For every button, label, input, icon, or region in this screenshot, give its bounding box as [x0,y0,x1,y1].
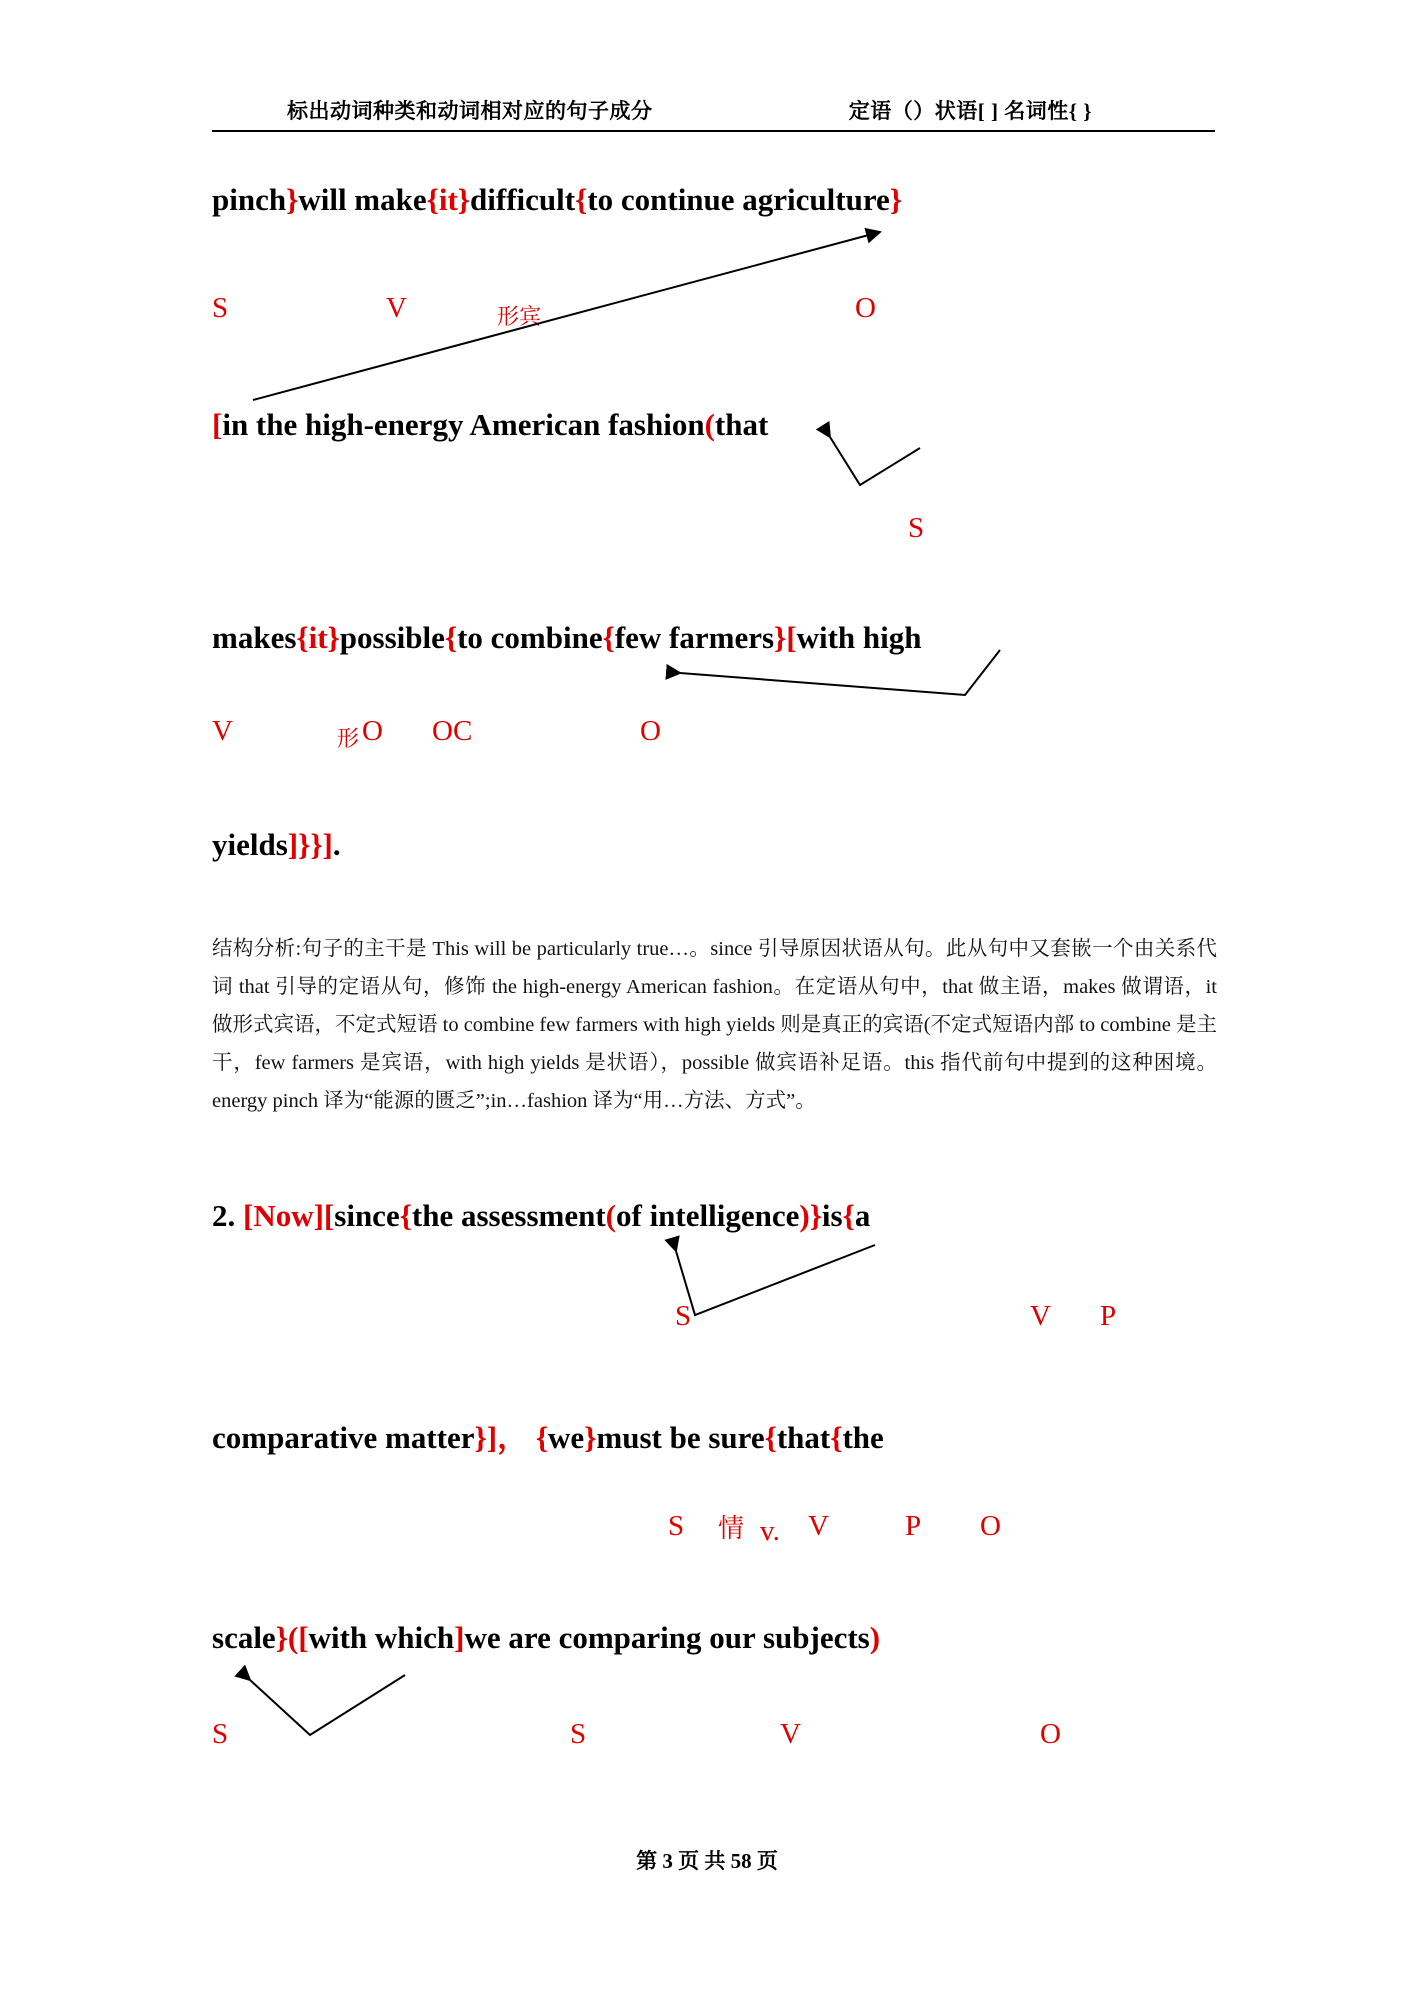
analysis-segment: { [764,1420,777,1455]
role-tag: S [908,512,925,544]
analysis-line-6 [212,1412,884,1457]
analysis-segment: ， [497,1420,529,1455]
analysis-segment: it [438,182,458,217]
analysis-segment: scale [212,1620,276,1655]
analysis-segment: } [774,620,787,655]
analysis-segment: { [602,620,615,655]
analysis-segment: possible [339,620,445,655]
analysis-segment: in the high-energy American fashion [222,407,705,442]
analysis-segment: to combine [457,620,603,655]
analysis-segment: difficult [470,182,576,217]
analysis-segment: 2. [212,1198,236,1233]
role-tag: O [855,292,876,324]
analysis-segment: Now [253,1198,314,1233]
analysis-segment: { [426,182,439,217]
analysis-segment: { [399,1198,412,1233]
analysis-segment: [ [298,1620,309,1655]
analysis-segment: comparative matter [212,1420,475,1455]
page-footer: 第 3 页 共 58 页 [636,1849,778,1873]
analysis-segment: pinch [212,182,287,217]
role-tag: S [570,1718,587,1750]
analysis-segment: } [889,182,903,217]
analysis-segment: ] [454,1620,465,1655]
analysis-segment: { [575,182,588,217]
role-tag: 形宾 [497,304,542,329]
arrow-1 [253,232,880,400]
analysis-line-7 [212,1620,880,1656]
analysis-segment: ][ [313,1198,335,1233]
analysis-segment: makes [212,620,297,655]
analysis-segment: with which [308,1620,455,1655]
role-tag: P [905,1510,922,1542]
analysis-segment: [ [235,1198,254,1233]
analysis-segment: the [842,1420,884,1455]
analysis-segment: [ [786,620,797,655]
analysis-segment: { [528,1420,549,1455]
page-header [212,95,1212,125]
role-tag: V [1030,1300,1051,1332]
role-tag: OC [432,715,473,747]
analysis-segment: the assessment [411,1198,606,1233]
analysis-segment: we [548,1420,585,1455]
role-tag: 情 [718,1513,745,1543]
role-tag: S [212,1718,229,1750]
header-divider [212,130,1215,132]
role-tag: v. [760,1515,780,1547]
analysis-segment: to continue agriculture [587,182,890,217]
analysis-segment: ( [704,407,715,442]
analysis-segment: must be sure [596,1420,765,1455]
analysis-segment: { [830,1420,843,1455]
analysis-segment: } [286,182,299,217]
analysis-segment: }] [474,1420,498,1455]
role-tag: V [808,1510,829,1542]
role-tag: O [980,1510,1001,1542]
role-tag: 形 [337,726,360,751]
analysis-segment: a [854,1198,871,1233]
role-tag: S [212,292,229,324]
analysis-segment: will make [298,182,427,217]
role-tag: V [386,292,407,324]
role-tag: V [780,1718,801,1750]
role-tag: S [675,1300,692,1332]
analysis-segment: yields [212,827,288,862]
header-right-text: 定语（）状语[ ] 名词性{ } [848,99,1092,123]
role-tag: V [212,715,233,747]
role-tag: P [1100,1300,1117,1332]
role-tag: S [668,1510,685,1542]
analysis-segment: of intelligence [616,1198,800,1233]
analysis-segment: )} [799,1198,822,1233]
analysis-segment: that [776,1420,831,1455]
arrow-3 [680,650,1000,695]
analysis-segment: we are comparing our subjects [464,1620,870,1655]
analysis-segment: since [334,1198,400,1233]
analysis-segment: { [842,1198,855,1233]
arrow-2 [830,437,920,485]
analysis-line-1 [212,182,902,218]
analysis-segment: }( [275,1620,299,1655]
analysis-segment: { [296,620,309,655]
analysis-segment: is [821,1198,843,1233]
analysis-line-2 [212,407,768,443]
role-tag: O [362,715,383,747]
analysis-segment: ]}}] [287,827,333,862]
analysis-line-4 [212,827,341,863]
analysis-segment: } [327,620,340,655]
analysis-segment: . [332,827,341,862]
role-tag: O [1040,1718,1061,1750]
structure-analysis-paragraph: 结构分析:句子的主干是 This will be particularly true…。since 引导原因状语从句。此从句中又套嵌一个由关系代词 that 引导的定语从句，修饰 the high-energy American fashion。在定语从句中，that 做主语，makes 做谓语，it 做形式宾语，不定式短语 to combine few farmers with high yields 则是真正的宾语(不定式短语内部 to combine 是主干，few farmers 是宾语，with high yields 是状语），possible 做宾语补足语。this 指代前句中提到的这种困境。energy pinch 译为“能源的匮乏”;in…fashion 译为“用…方法、方式”。 [212,938,1217,1112]
analysis-segment: with high [796,620,922,655]
analysis-segment: ) [869,1620,881,1655]
analysis-segment: { [444,620,458,655]
analysis-line-3 [212,620,922,656]
role-tag: O [640,715,661,747]
analysis-segment: [ [212,407,223,442]
analysis-segment: } [457,182,471,217]
arrow-4 [676,1245,875,1315]
analysis-segment: } [584,1420,597,1455]
analysis-segment: ( [605,1198,616,1233]
analysis-segment: it [308,620,328,655]
analysis-line-5 [212,1198,870,1234]
header-left-text: 标出动词种类和动词相对应的句子成分 [287,99,653,123]
analysis-segment: few farmers [614,620,775,655]
arrow-5 [250,1675,405,1735]
analysis-segment: that [714,407,769,442]
